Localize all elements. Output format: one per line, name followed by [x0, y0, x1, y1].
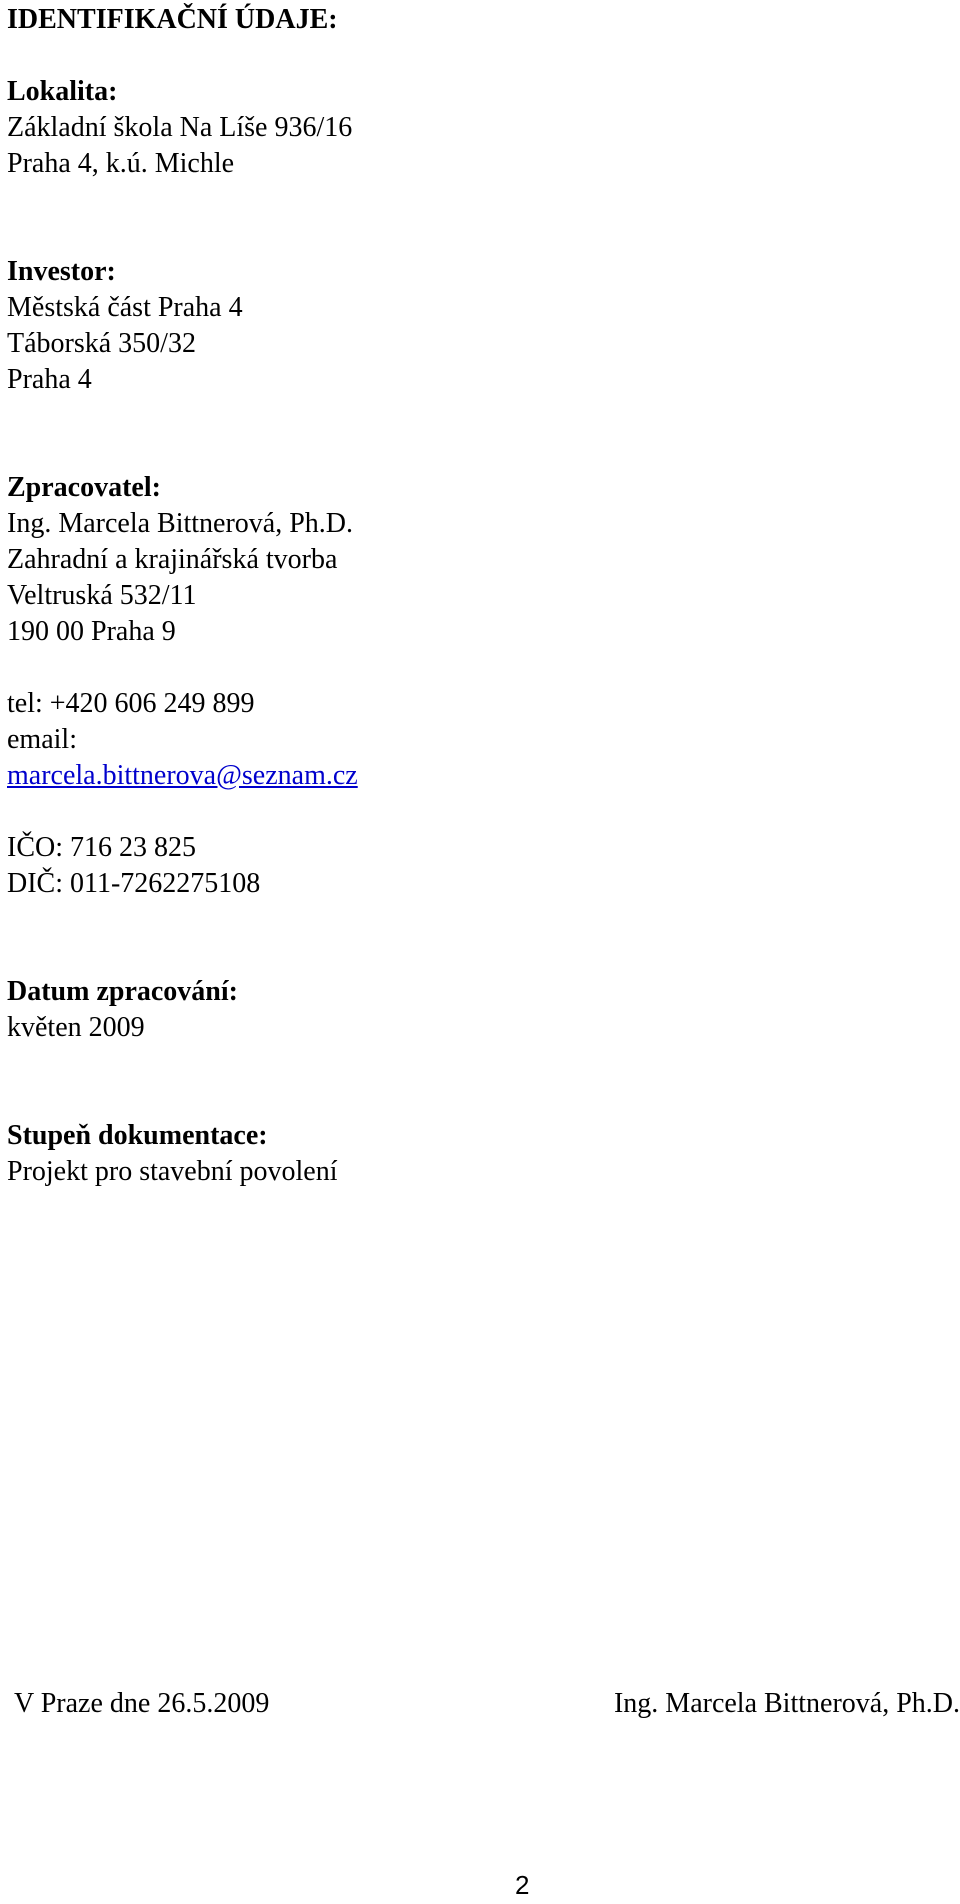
- zpracovatel-line: Zahradní a krajinářská tvorba: [7, 544, 338, 575]
- lokalita-heading: Lokalita:: [7, 76, 118, 107]
- stupen-heading: Stupeň dokumentace:: [7, 1120, 268, 1151]
- investor-heading: Investor:: [7, 256, 116, 287]
- datum-heading: Datum zpracování:: [7, 976, 238, 1007]
- email-link[interactable]: marcela.bittnerova@seznam.cz: [7, 760, 358, 791]
- signature-name: Ing. Marcela Bittnerová, Ph.D.: [613, 1688, 960, 1719]
- investor-line: Praha 4: [7, 364, 92, 395]
- lokalita-line: Základní škola Na Líše 936/16: [7, 112, 353, 143]
- zpracovatel-line: Veltruská 532/11: [7, 580, 197, 611]
- ico-line: IČO: 716 23 825: [7, 832, 196, 863]
- zpracovatel-line: Ing. Marcela Bittnerová, Ph.D.: [7, 508, 354, 539]
- investor-line: Táborská 350/32: [7, 328, 196, 359]
- stupen-value: Projekt pro stavební povolení: [7, 1156, 338, 1187]
- zpracovatel-heading: Zpracovatel:: [7, 472, 161, 503]
- lokalita-line: Praha 4, k.ú. Michle: [7, 148, 235, 179]
- investor-line: Městská část Praha 4: [7, 292, 243, 323]
- email-label: email:: [7, 724, 77, 755]
- zpracovatel-line: 190 00 Praha 9: [7, 616, 176, 647]
- page-number: 2: [515, 1870, 530, 1900]
- phone-number: tel: +420 606 249 899: [7, 688, 255, 719]
- place-date: V Praze dne 26.5.2009: [14, 1688, 270, 1719]
- datum-value: květen 2009: [7, 1012, 145, 1043]
- dic-line: DIČ: 011-7262275108: [7, 868, 261, 899]
- document-title: IDENTIFIKAČNÍ ÚDAJE:: [7, 4, 338, 35]
